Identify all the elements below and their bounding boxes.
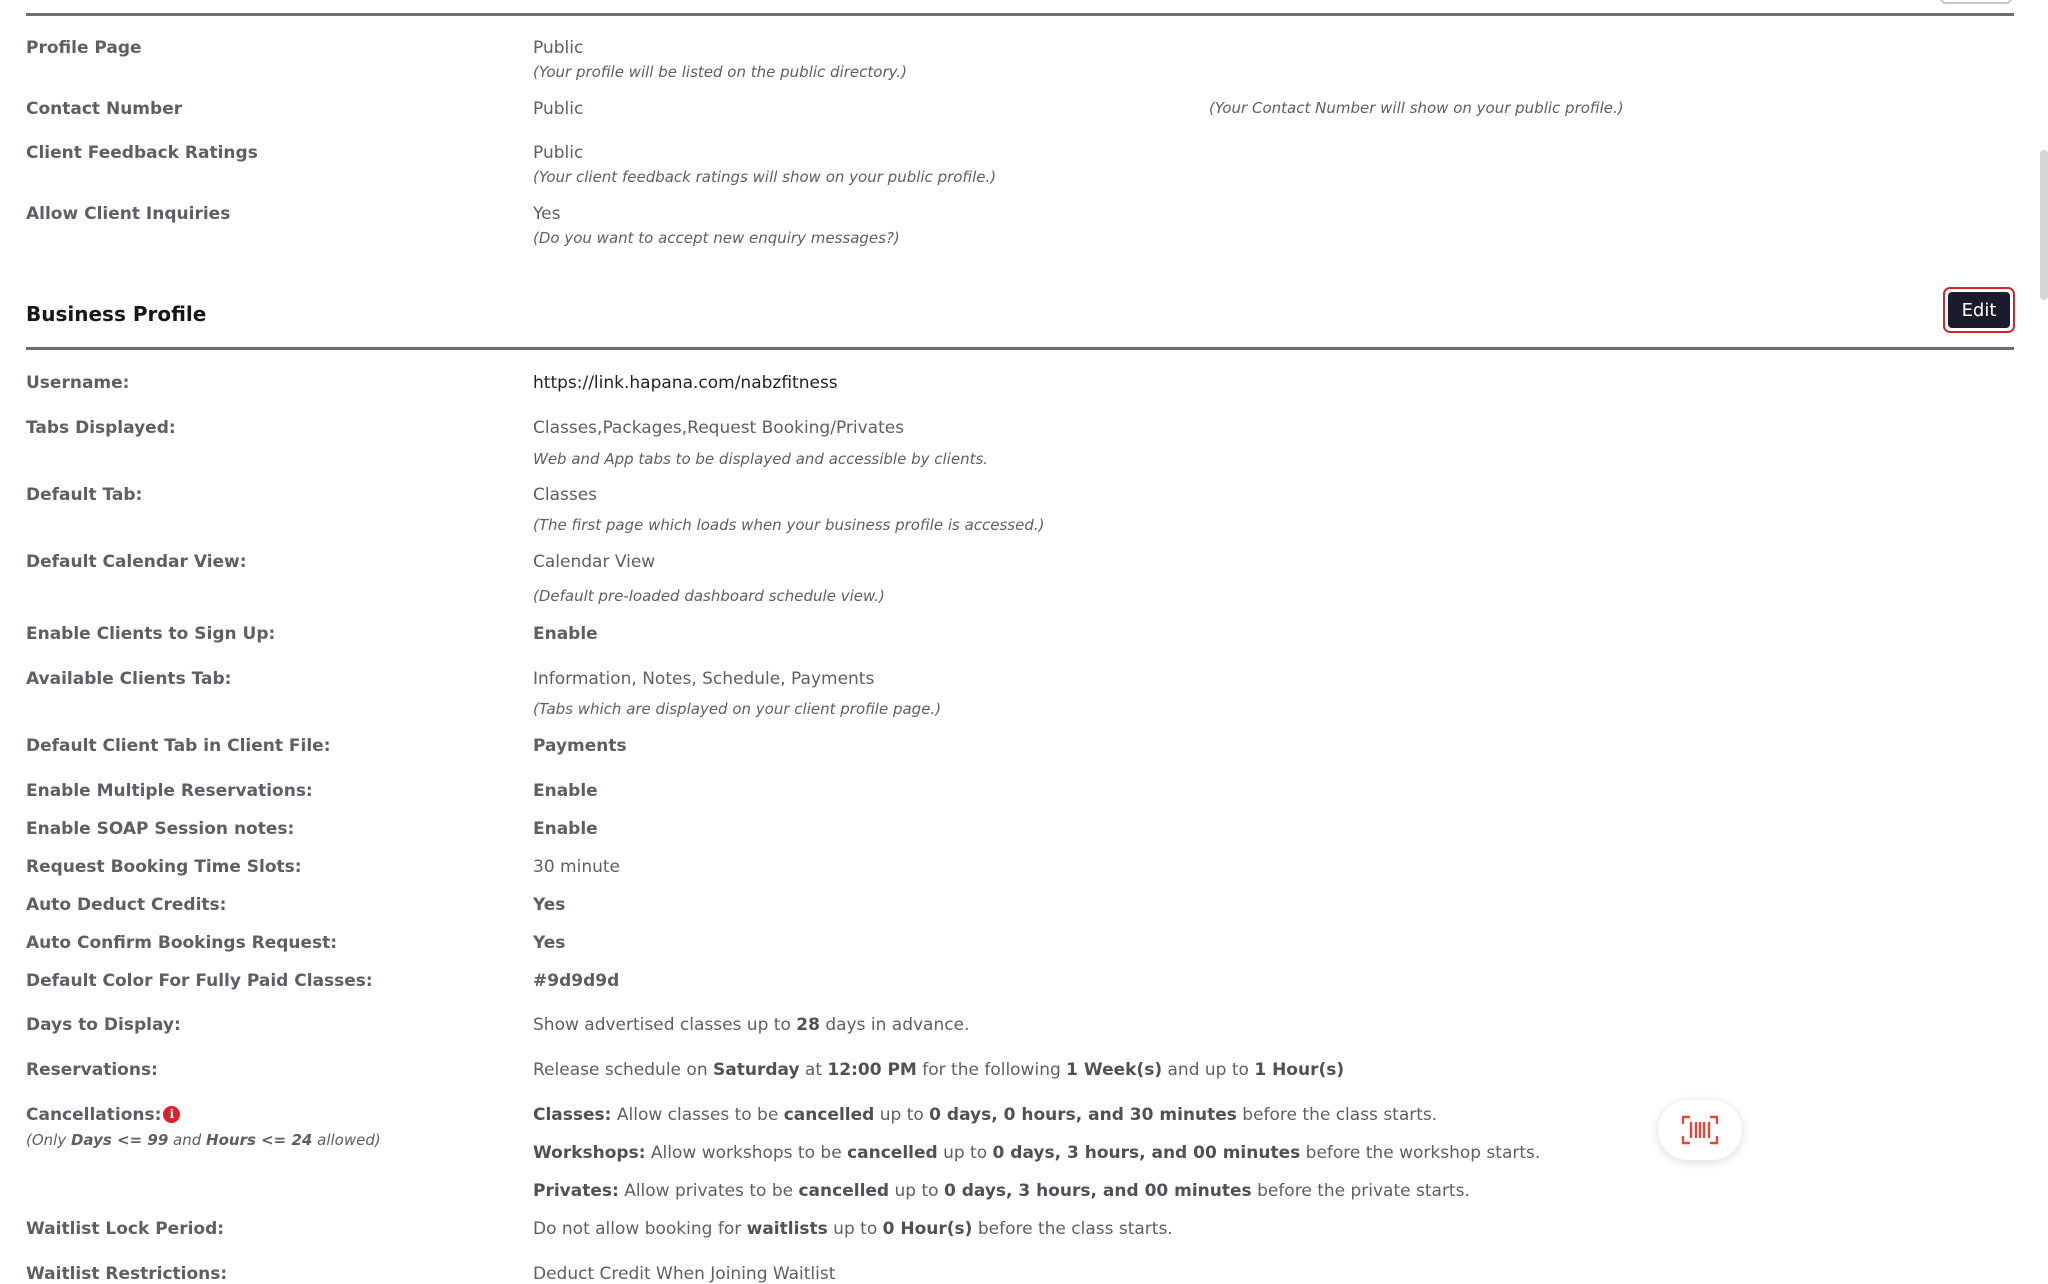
contact-number-value: Public <box>533 99 584 119</box>
available-tabs-value: Information, Notes, Schedule, Payments <box>533 669 875 689</box>
tabs-displayed-value: Classes,Packages,Request Booking/Privates <box>533 418 905 438</box>
multiple-reservations-value: Enable <box>533 781 598 801</box>
paid-color-value: #9d9d9d <box>533 971 620 991</box>
profile-page-note: (Your profile will be listed on the public directory.) <box>533 63 907 81</box>
tabs-displayed-label: Tabs Displayed: <box>26 418 176 438</box>
default-client-tab-value: Payments <box>533 736 627 756</box>
profile-page-label: Profile Page <box>26 38 142 58</box>
waitlist-lock-label: Waitlist Lock Period: <box>26 1219 225 1239</box>
days-display-label: Days to Display: <box>26 1015 181 1035</box>
cancellations-privates: Privates: Allow privates to be cancelled up to 0 days, 3 hours, and 00 minutes before the private starts. <box>533 1181 1470 1201</box>
soap-notes-label: Enable SOAP Session notes: <box>26 819 295 839</box>
time-slots-value: 30 minute <box>533 857 620 877</box>
signup-label: Enable Clients to Sign Up: <box>26 624 276 644</box>
soap-notes-value: Enable <box>533 819 598 839</box>
cancellations-workshops: Workshops: Allow workshops to be cancelled up to 0 days, 3 hours, and 00 minutes before the workshop starts. <box>533 1143 1541 1163</box>
info-icon[interactable]: i <box>163 1106 180 1123</box>
barcode-scanner-icon <box>1680 1114 1720 1146</box>
reservations-value: Release schedule on Saturday at 12:00 PM for the following 1 Week(s) and up to 1 Hour(s) <box>533 1060 1345 1080</box>
reservations-label: Reservations: <box>26 1060 158 1080</box>
profile-page-value: Public <box>533 38 584 58</box>
business-profile-title: Business Profile <box>26 302 207 326</box>
default-tab-note: (The first page which loads when your business profile is accessed.) <box>533 516 1045 534</box>
business-divider <box>26 347 2014 350</box>
tabs-displayed-note: Web and App tabs to be displayed and accessible by clients. <box>533 450 989 468</box>
multiple-reservations-label: Enable Multiple Reservations: <box>26 781 313 801</box>
cancellations-label: Cancellations: i <box>26 1105 180 1125</box>
client-feedback-note: (Your client feedback ratings will show on your public profile.) <box>533 168 997 186</box>
allow-inquiries-value: Yes <box>533 204 561 224</box>
paid-color-label: Default Color For Fully Paid Classes: <box>26 971 373 991</box>
edit-business-profile-button[interactable] <box>1943 287 2015 333</box>
client-feedback-label: Client Feedback Ratings <box>26 143 258 163</box>
default-tab-label: Default Tab: <box>26 485 143 505</box>
cancellations-classes: Classes: Allow classes to be cancelled up to 0 days, 0 hours, and 30 minutes before the class starts. <box>533 1105 1438 1125</box>
default-calendar-label: Default Calendar View: <box>26 552 247 572</box>
auto-deduct-label: Auto Deduct Credits: <box>26 895 227 915</box>
contact-number-note: (Your Contact Number will show on your public profile.) <box>1209 99 1624 117</box>
signup-value: Enable <box>533 624 598 644</box>
waitlist-restrictions-value: Deduct Credit When Joining Waitlist <box>533 1264 836 1284</box>
client-feedback-value: Public <box>533 143 584 163</box>
username-label: Username: <box>26 373 130 393</box>
days-display-value: Show advertised classes up to 28 days in advance. <box>533 1015 970 1035</box>
scrollbar-thumb[interactable] <box>2040 150 2048 300</box>
default-client-tab-label: Default Client Tab in Client File: <box>26 736 331 756</box>
default-calendar-note: (Default pre-loaded dashboard schedule view.) <box>533 587 885 605</box>
username-value: https://link.hapana.com/nabzfitness <box>533 373 838 393</box>
edit-button-label: Edit <box>1948 292 2010 328</box>
auto-deduct-value: Yes <box>533 895 566 915</box>
waitlist-lock-value: Do not allow booking for waitlists up to 0 Hour(s) before the class starts. <box>533 1219 1173 1239</box>
allow-inquiries-label: Allow Client Inquiries <box>26 204 231 224</box>
section-divider <box>26 13 2014 16</box>
edit-button-top-edge[interactable] <box>1940 0 2012 4</box>
time-slots-label: Request Booking Time Slots: <box>26 857 302 877</box>
allow-inquiries-note: (Do you want to accept new enquiry messages?) <box>533 229 900 247</box>
auto-confirm-label: Auto Confirm Bookings Request: <box>26 933 338 953</box>
auto-confirm-value: Yes <box>533 933 566 953</box>
default-calendar-value: Calendar View <box>533 552 656 572</box>
barcode-scanner-button[interactable] <box>1658 1100 1742 1160</box>
contact-number-label: Contact Number <box>26 99 183 119</box>
default-tab-value: Classes <box>533 485 598 505</box>
available-tabs-note: (Tabs which are displayed on your client profile page.) <box>533 700 942 718</box>
cancellations-note: (Only Days <= 99 and Hours <= 24 allowed) <box>26 1131 381 1149</box>
available-tabs-label: Available Clients Tab: <box>26 669 232 689</box>
waitlist-restrictions-label: Waitlist Restrictions: <box>26 1264 228 1284</box>
